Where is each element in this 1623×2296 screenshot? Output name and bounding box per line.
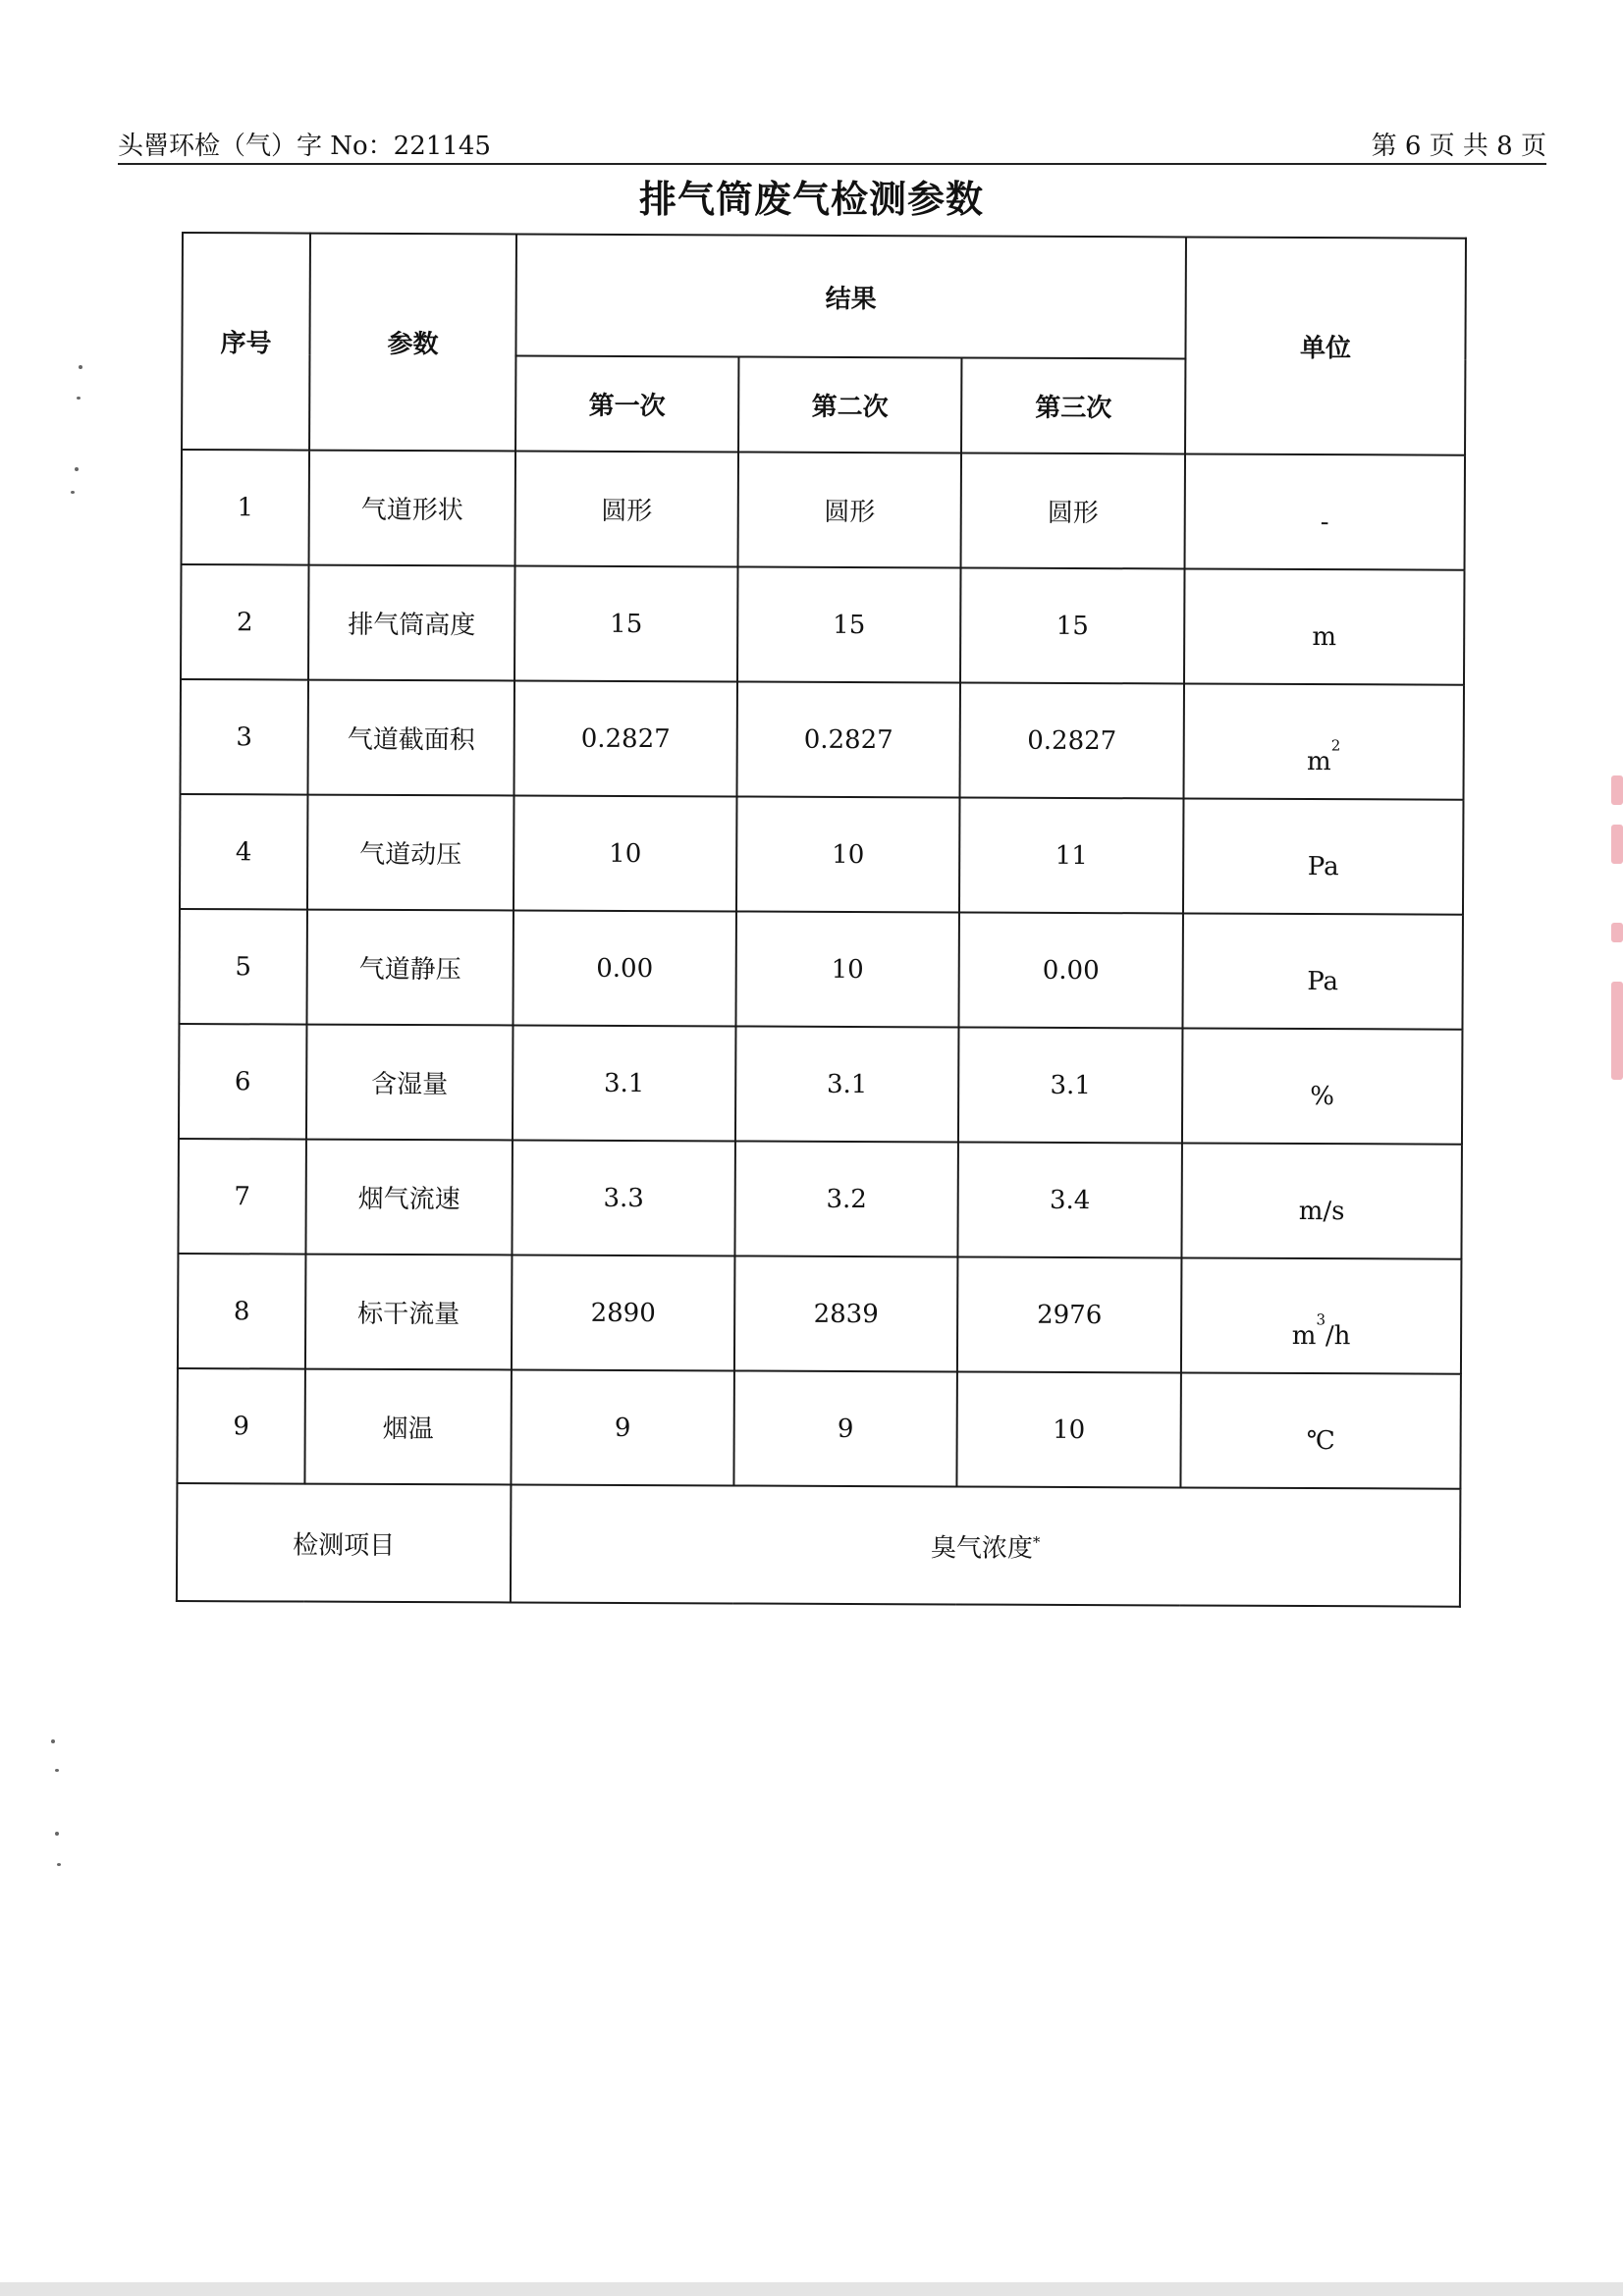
row-unit: m — [1184, 568, 1465, 684]
page-title: 排气筒废气检测参数 — [638, 177, 984, 221]
table-row — [179, 1024, 1463, 1145]
table-row — [180, 679, 1464, 800]
row-unit: ℃ — [1180, 1372, 1461, 1488]
row-unit: $m^3/h$ — [1181, 1257, 1462, 1373]
table-row — [178, 1139, 1462, 1259]
row-seq: 5 — [179, 909, 307, 1025]
row-param: 排气筒高度 — [308, 565, 515, 681]
row-third: 15 — [960, 567, 1185, 683]
row-seq: 6 — [179, 1024, 307, 1140]
row-third: 3.4 — [957, 1142, 1182, 1257]
table-row — [181, 564, 1465, 685]
header-seq: 序号 — [182, 233, 310, 451]
row-param: 气道形状 — [309, 451, 516, 566]
stamp-edge — [1611, 923, 1623, 942]
row-param: 标干流量 — [305, 1255, 513, 1370]
row-unit: $m^2$ — [1184, 683, 1465, 799]
header-second: 第二次 — [738, 356, 961, 453]
scan-speck — [77, 397, 81, 400]
stamp-edge — [1611, 775, 1623, 805]
row-second: 10 — [735, 911, 959, 1027]
row-first: 2890 — [512, 1255, 735, 1370]
row-unit: Pa — [1182, 913, 1463, 1029]
row-unit: % — [1182, 1028, 1463, 1144]
row-param: 气道静压 — [306, 910, 514, 1026]
scan-speck — [55, 1832, 59, 1836]
table-row — [179, 909, 1463, 1030]
row-third: 2976 — [957, 1256, 1182, 1372]
scan-speck — [51, 1739, 55, 1743]
stamp-edge — [1611, 825, 1623, 864]
row-third: 0.00 — [958, 912, 1183, 1028]
report-header — [118, 130, 1546, 165]
test-item-row — [177, 1483, 1461, 1607]
row-second: 2839 — [734, 1255, 958, 1371]
scan-speck — [55, 1769, 59, 1772]
row-seq: 9 — [177, 1368, 305, 1484]
row-unit: m/s — [1181, 1143, 1462, 1258]
exhaust-parameter-table — [176, 232, 1467, 1608]
header-third: 第三次 — [961, 357, 1185, 454]
row-third: 10 — [956, 1371, 1181, 1487]
row-second: 3.2 — [734, 1141, 958, 1256]
scan-bottom-edge — [0, 2282, 1623, 2296]
row-third: 3.1 — [958, 1027, 1183, 1143]
table-row — [177, 1368, 1461, 1489]
row-seq: 3 — [180, 679, 308, 795]
row-second: 0.2827 — [736, 681, 960, 797]
table-row — [182, 450, 1466, 570]
table-row — [178, 1254, 1462, 1374]
row-param: 烟温 — [304, 1369, 512, 1485]
scan-speck — [71, 491, 75, 494]
scan-speck — [75, 467, 79, 471]
row-first: 10 — [514, 795, 737, 911]
header-unit: 单位 — [1185, 237, 1466, 454]
report-number: 头罾环检（气）字 No：221145 — [118, 132, 491, 161]
row-first: 3.1 — [513, 1025, 736, 1141]
header-result: 结果 — [515, 234, 1186, 358]
row-unit: - — [1185, 454, 1466, 569]
scan-speck — [57, 1863, 61, 1866]
row-first: 圆形 — [515, 451, 739, 566]
row-seq: 7 — [178, 1139, 306, 1255]
scan-speck — [79, 365, 82, 369]
row-seq: 2 — [181, 564, 309, 680]
row-second: 3.1 — [735, 1026, 959, 1142]
row-first: 3.3 — [512, 1140, 735, 1255]
table-header-row — [182, 233, 1466, 360]
stamp-edge — [1611, 982, 1623, 1080]
row-param: 含湿量 — [306, 1025, 514, 1141]
row-third: 圆形 — [961, 453, 1186, 568]
page-indicator: 第 6 页 共 8 页 — [1371, 132, 1546, 161]
row-third: 0.2827 — [959, 682, 1184, 798]
header-param: 参数 — [309, 234, 516, 452]
row-second: 15 — [737, 566, 961, 682]
row-unit: Pa — [1183, 798, 1464, 914]
row-second: 10 — [736, 796, 960, 912]
table-row — [180, 794, 1464, 915]
row-param: 气道动压 — [307, 795, 514, 911]
row-second: 9 — [733, 1370, 957, 1486]
row-first: 0.2827 — [514, 680, 737, 796]
row-param: 气道截面积 — [307, 680, 514, 796]
row-first: 9 — [511, 1369, 734, 1485]
row-third: 11 — [959, 797, 1184, 913]
row-first: 0.00 — [513, 910, 736, 1026]
row-first: 15 — [514, 565, 738, 681]
row-seq: 4 — [180, 794, 308, 910]
row-second: 圆形 — [738, 452, 962, 567]
header-first: 第一次 — [515, 355, 738, 452]
row-param: 烟气流速 — [305, 1140, 513, 1255]
row-seq: 1 — [182, 450, 310, 565]
test-item-value: 臭气浓度* — [511, 1484, 1461, 1606]
test-item-label: 检测项目 — [177, 1483, 512, 1602]
row-seq: 8 — [178, 1254, 306, 1369]
